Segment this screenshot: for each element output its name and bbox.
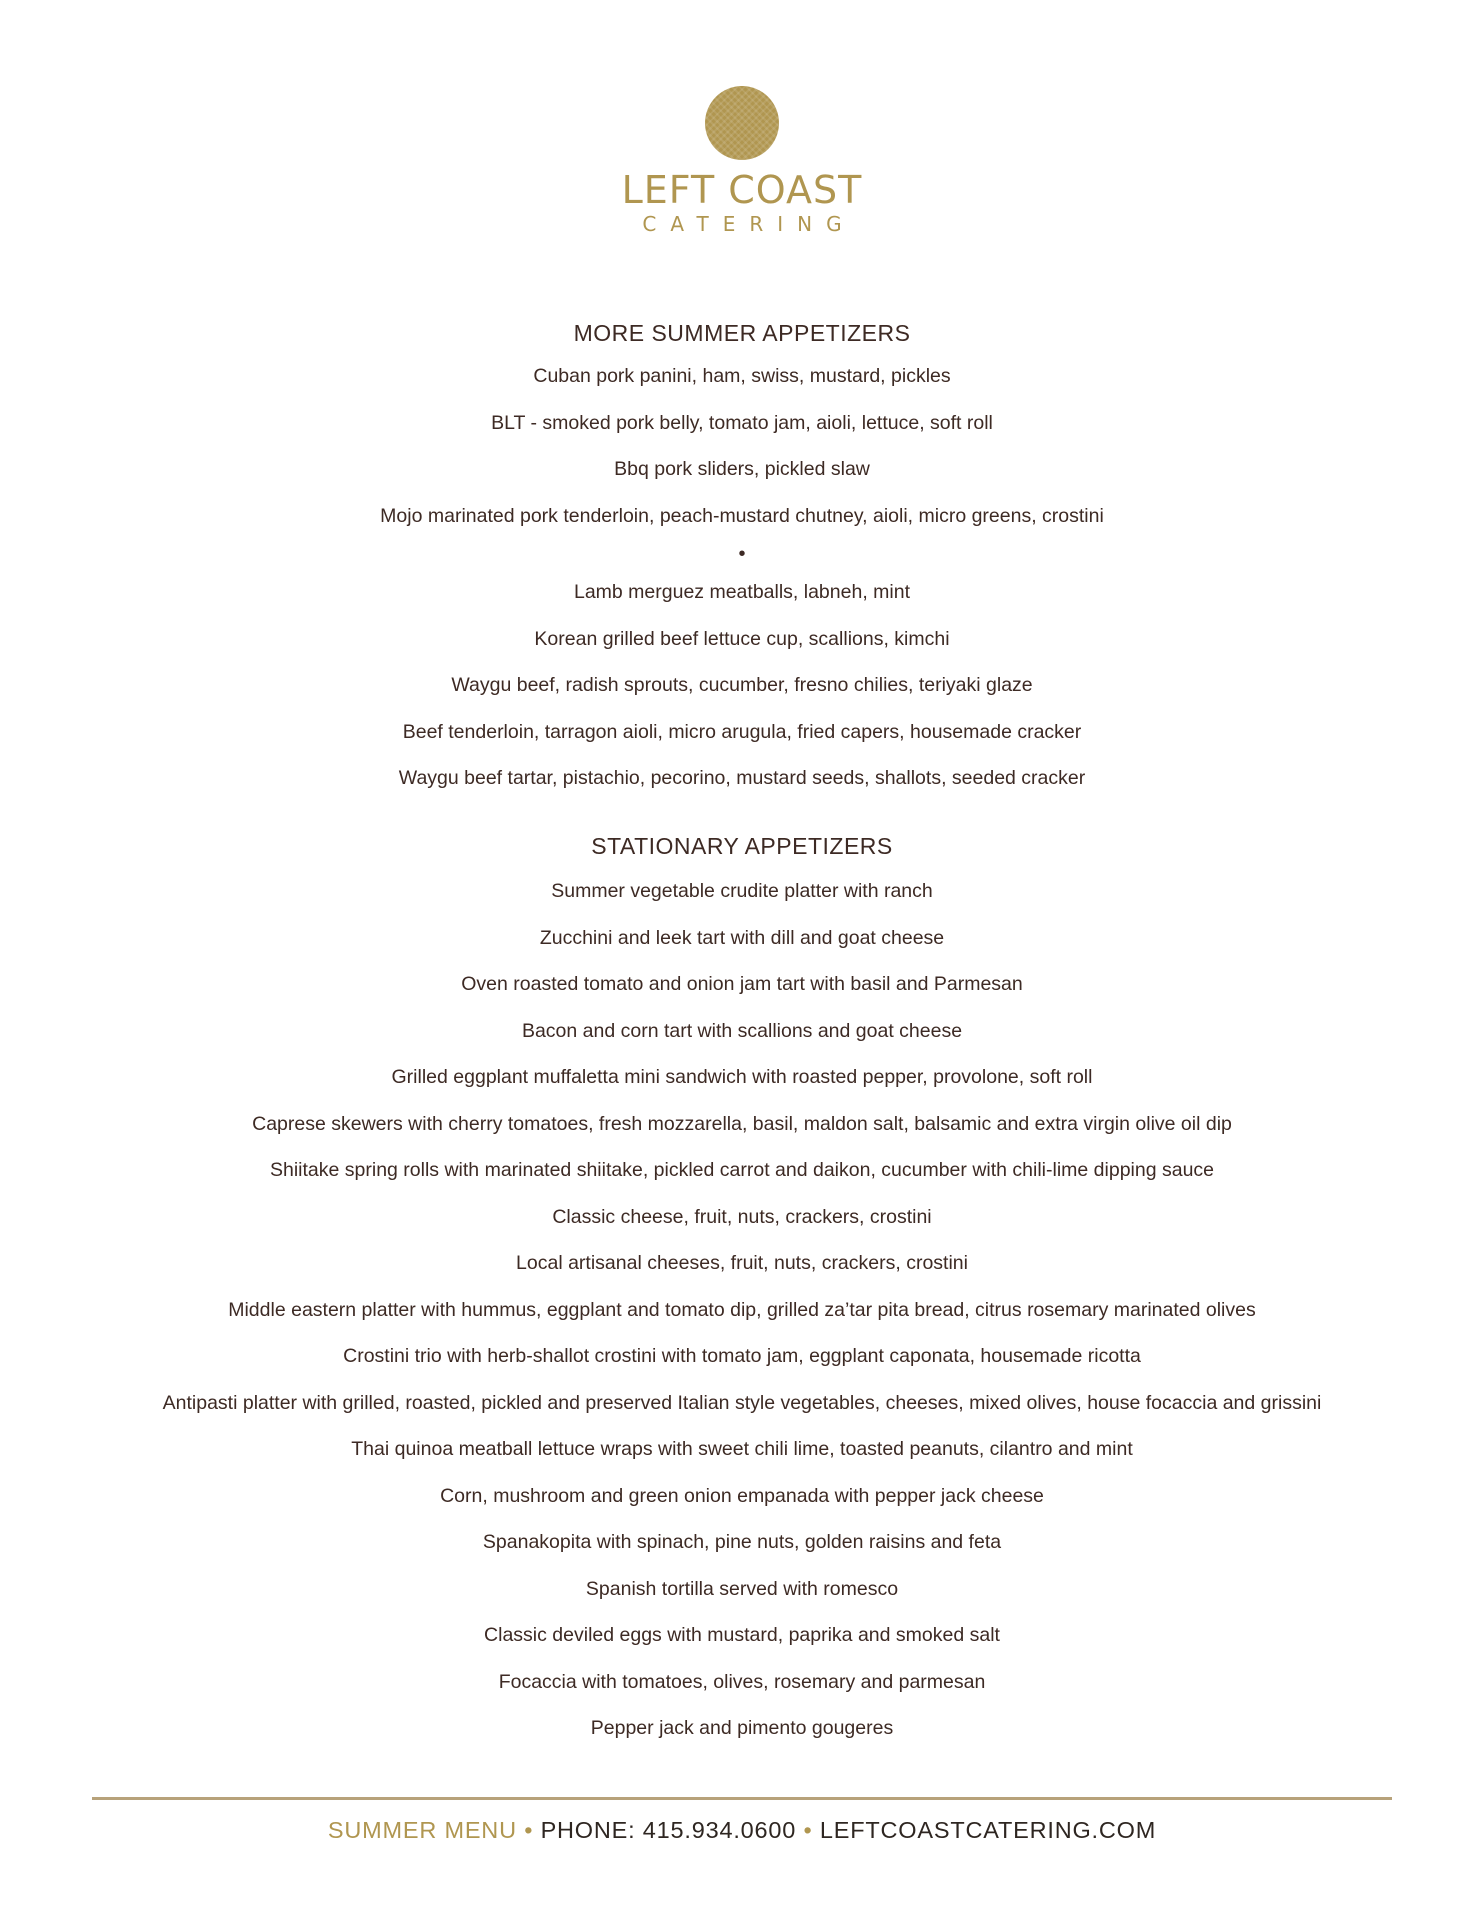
menu-item: Grilled eggplant muffaletta mini sandwich with roasted pepper, provolone, soft roll xyxy=(391,1066,1093,1088)
footer-website: LEFTCOASTCATERING.COM xyxy=(819,1817,1157,1843)
menu-item: Beef tenderloin, tarragon aioli, micro arugula, fried capers, housemade cracker xyxy=(402,720,1082,743)
logo-circle-emblem xyxy=(705,86,779,160)
footer-phone: PHONE: 415.934.0600 xyxy=(540,1817,797,1843)
menu-item: Zucchini and leek tart with dill and goat cheese xyxy=(539,926,945,949)
menu-item: Spanish tortilla served with romesco xyxy=(585,1577,899,1600)
menu-item: Local artisanal cheeses, fruit, nuts, crackers, crostini xyxy=(516,1252,968,1274)
menu-item: Bacon and corn tart with scallions and goat cheese xyxy=(521,1019,963,1042)
footer-menu-label: SUMMER MENU xyxy=(327,1817,517,1843)
menu-item: Korean grilled beef lettuce cup, scallions, kimchi xyxy=(534,627,950,650)
menu-item: Bbq pork sliders, pickled slaw xyxy=(614,458,870,480)
menu-item: Waygu beef tartar, pistachio, pecorino, mustard seeds, shallots, seeded cracker xyxy=(398,767,1086,789)
menu-item: Lamb merguez meatballs, labneh, mint xyxy=(573,581,910,603)
menu-item: Antipasti platter with grilled, roasted, pickled and preserved Italian style vegetables, cheeses, mixed olives, house focaccia and grissini xyxy=(162,1391,1322,1414)
menu-item: Pepper jack and pimento gougeres xyxy=(590,1717,894,1739)
company-logo xyxy=(0,86,1484,236)
menu-item: Oven roasted tomato and onion jam tart with basil and Parmesan xyxy=(461,973,1023,995)
menu-item: Waygu beef, radish sprouts, cucumber, fresno chilies, teriyaki glaze xyxy=(451,674,1033,696)
menu-item: Summer vegetable crudite platter with ranch xyxy=(551,880,933,902)
section-summer-appetizers xyxy=(0,313,1484,802)
bullet-separator: • xyxy=(738,543,746,565)
menu-item: Middle eastern platter with hummus, eggplant and tomato dip, grilled za’tar pita bread, citrus rosemary marinated olives xyxy=(228,1298,1256,1321)
menu-item: Cuban pork panini, ham, swiss, mustard, pickles xyxy=(533,365,951,387)
menu-list-beef-lamb xyxy=(0,569,1484,802)
menu-item: BLT - smoked pork belly, tomato jam, aioli, lettuce, soft roll xyxy=(491,411,993,434)
section-heading: STATIONARY APPETIZERS xyxy=(591,833,893,859)
menu-item: Caprese skewers with cherry tomatoes, fresh mozzarella, basil, maldon salt, balsamic and extra virgin olive oil dip xyxy=(252,1112,1232,1135)
section-stationary-appetizers xyxy=(0,826,1484,1752)
logo-name: LEFT COAST xyxy=(621,168,863,212)
menu-list-stationary xyxy=(0,868,1484,1752)
menu-item: Focaccia with tomatoes, olives, rosemary and parmesan xyxy=(498,1670,986,1693)
footer-bullet: • xyxy=(524,1817,534,1843)
menu-item: Spanakopita with spinach, pine nuts, golden raisins and feta xyxy=(482,1531,1002,1553)
footer-bullet: • xyxy=(803,1817,813,1843)
footer xyxy=(0,1812,1484,1848)
footer-divider xyxy=(92,1797,1392,1800)
menu-item: Crostini trio with herb-shallot crostini with tomato jam, eggplant caponata, housemade ricotta xyxy=(343,1345,1141,1367)
menu-item: Corn, mushroom and green onion empanada with pepper jack cheese xyxy=(440,1484,1044,1507)
menu-item: Thai quinoa meatball lettuce wraps with sweet chili lime, toasted peanuts, cilantro and mint xyxy=(351,1438,1133,1460)
section-heading: MORE SUMMER APPETIZERS xyxy=(573,320,911,346)
menu-item: Classic cheese, fruit, nuts, crackers, crostini xyxy=(552,1205,932,1228)
menu-item: Mojo marinated pork tenderloin, peach-mustard chutney, aioli, micro greens, crostini xyxy=(380,504,1104,527)
menu-list-pork xyxy=(0,353,1484,539)
logo-subtitle: CATERING xyxy=(642,212,856,236)
menu-item: Shiitake spring rolls with marinated shiitake, pickled carrot and daikon, cucumber with chili-lime dipping sauce xyxy=(269,1159,1215,1181)
menu-item: Classic deviled eggs with mustard, paprika and smoked salt xyxy=(484,1624,1000,1646)
